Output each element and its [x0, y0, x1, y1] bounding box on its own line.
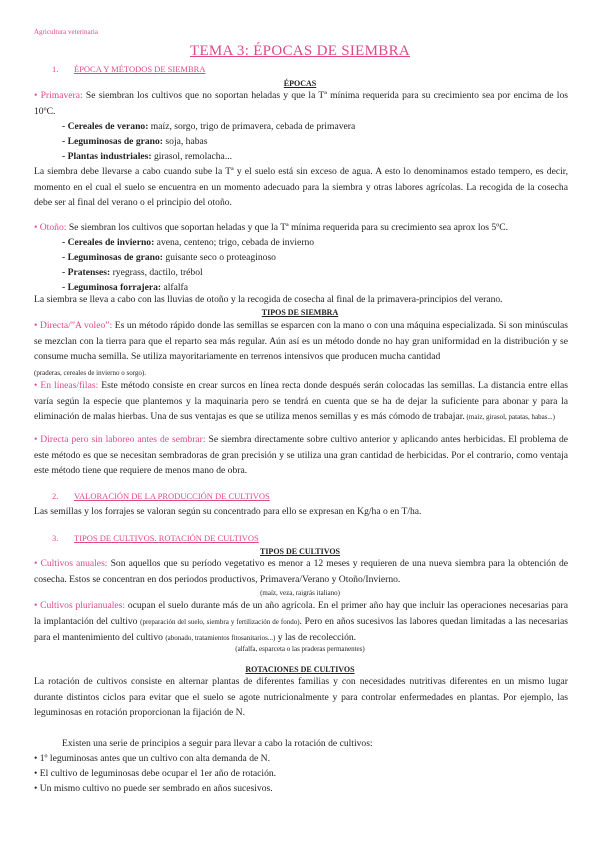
list-item: - Leguminosa forrajera: alfalfa: [62, 282, 189, 293]
otono-paragraph: • Otoño: Se siembran los cultivos que soportan heladas y que la Tª mínima requerida para su crecimiento sea aprox los 5ºC.: [34, 222, 508, 233]
section-3-heading: 3. TIPOS DE CULTIVOS. ROTACIÓN DE CULTIVOS: [52, 533, 259, 543]
list-item: - Cereales de verano: maíz, sorgo, trigo de primavera, cebada de primavera: [62, 121, 356, 132]
section-1-heading: 1. ÉPOCA Y MÉTODOS DE SIEMBRA: [52, 64, 206, 74]
section-2-text: Las semillas y los forrajes se valoran según su concentrado para ello se expresan en Kg/ha o en T/ha.: [34, 506, 422, 517]
tipos-cultivos-heading: TIPOS DE CULTIVOS: [259, 547, 340, 556]
lineas-paragraph: • En líneas/filas: Este método consiste en crear surcos en línea recta donde después serán colocadas las semillas. La distancia entre ellas varía según la especie que plantemos y la maquinaria pero se tendrá en cuenta que se ha de dejar la suficiente para abonar y para la eliminación de malas hierbas. Una de sus ventajas es que se utiliza menos semillas y es más cómodo de trabajar. (maíz, girasol, patatas, habas...): [34, 380, 568, 422]
list-item: • Un mismo cultivo no puede ser sembrado en años sucesivos.: [34, 783, 273, 794]
plurianuales-paragraph: • Cultivos plurianuales: ocupan el suelo durante más de un año agrícola. En el primer año hay que incluir las operaciones necesarias para la implantación del cultivo (preparación del suelo, siembra y fertilización de fondo). Pero en años sucesivos las labores quedan limitadas a las necesarias para el mantenimiento del cultivo (abonado, tratamientos fitosanitarios...) y las de recolección.: [34, 600, 568, 643]
principios-intro: Existen una serie de principios a seguir para llevar a cabo la rotación de cultivos:: [62, 738, 373, 749]
list-item: - Plantas industriales: girasol, remolacha...: [62, 151, 233, 162]
rotaciones-paragraph: La rotación de cultivos consiste en alternar plantas de diferentes familias y con necesidades nutritivas diferentes en un mismo lugar durante distintos ciclos para evitar que el suelo se agote nutricionalmente y para controlar enfermedades en plantas. Por ejemplo, las leguminosas en rotación proporcionan la fijación de N.: [34, 676, 568, 718]
plurianuales-examples: (alfalfa, esparceta o las praderas permanentes): [235, 645, 365, 653]
anuales-paragraph: • Cultivos anuales: Son aquellos que su período vegetativo es menor a 12 meses y requieren de una nueva siembra para la obtención de cosecha. Estos se concentran en dos periodos productivos, Primavera/Verano y Otoño/Invierno.: [34, 558, 569, 585]
epocas-heading: ÉPOCAS: [283, 79, 317, 88]
list-item: • 1º leguminosas antes que un cultivo con alta demanda de N.: [34, 753, 270, 764]
primavera-paragraph: • Primavera: Se siembran los cultivos que no soportan heladas y que la Tª mínima requerida para su crecimiento sea por encima de los 10ºC.: [34, 90, 568, 117]
list-item: • El cultivo de leguminosas debe ocupar el 1er año de rotación.: [34, 768, 277, 779]
tipos-siembra-heading: TIPOS DE SIEMBRA: [261, 308, 339, 317]
list-item: - Cereales de invierno: avena, centeno; trigo, cebada de invierno: [62, 237, 315, 248]
directa-paragraph: • Directa/”A voleo”: Es un método rápido donde las semillas se esparcen con la mano o con una máquina especializada. Si son minúsculas se mezclan con la tierra para que el reparto sea más regular. Aún así es un método donde no hay gran uniformidad en la distribución y se consume mucha semilla. Se utiliza mayoritariamente en terrenos intensivos que producen mucha cantidad (praderas, cereales de invierno o sorgo).: [34, 320, 569, 377]
otono-closing: La siembra se lleva a cabo con las lluvias de otoño y la recogida de cosecha al final de la primavera-principios del verano.: [34, 294, 503, 305]
page-title: TEMA 3: ÉPOCAS DE SIEMBRA: [189, 43, 411, 59]
section-2-heading: 2. VALORACIÓN DE LA PRODUCCIÓN DE CULTIVOS: [52, 491, 270, 501]
document-header: Agricultura veterinaria: [34, 28, 98, 36]
anuales-examples: (maíz, veza, raigrás italiano): [260, 589, 340, 597]
list-item: - Pratenses: ryegrass, dactilo, trébol: [62, 267, 203, 278]
primavera-closing: La siembra debe llevarse a cabo cuando sube la Tª y el suelo está sin exceso de agua. A esto lo denominamos estado tempero, es decir, momento en el cual el suelo se encuentra en un momento adecuado para la siembra y otras labores agrícolas. La recogida de la cosecha debe ser al final del verano o el principio del otoño.: [34, 166, 568, 208]
list-item: - Leguminosas de grano: soja, habas: [62, 136, 208, 147]
sin-laboreo-paragraph: • Directa pero sin laboreo antes de sembrar: Se siembra directamente sobre cultivo anterior y aplicando antes herbicidas. El problema de este método es que se necesitan sembradoras de gran precisión y se utiliza una gran cantidad de herbicidas. Por el contrario, como ventaja este método tiene que requiere de menos mano de obra.: [34, 434, 569, 476]
rotaciones-heading: ROTACIONES DE CULTIVOS: [245, 665, 355, 674]
list-item: - Leguminosas de grano: guisante seco o proteaginoso: [62, 252, 276, 263]
